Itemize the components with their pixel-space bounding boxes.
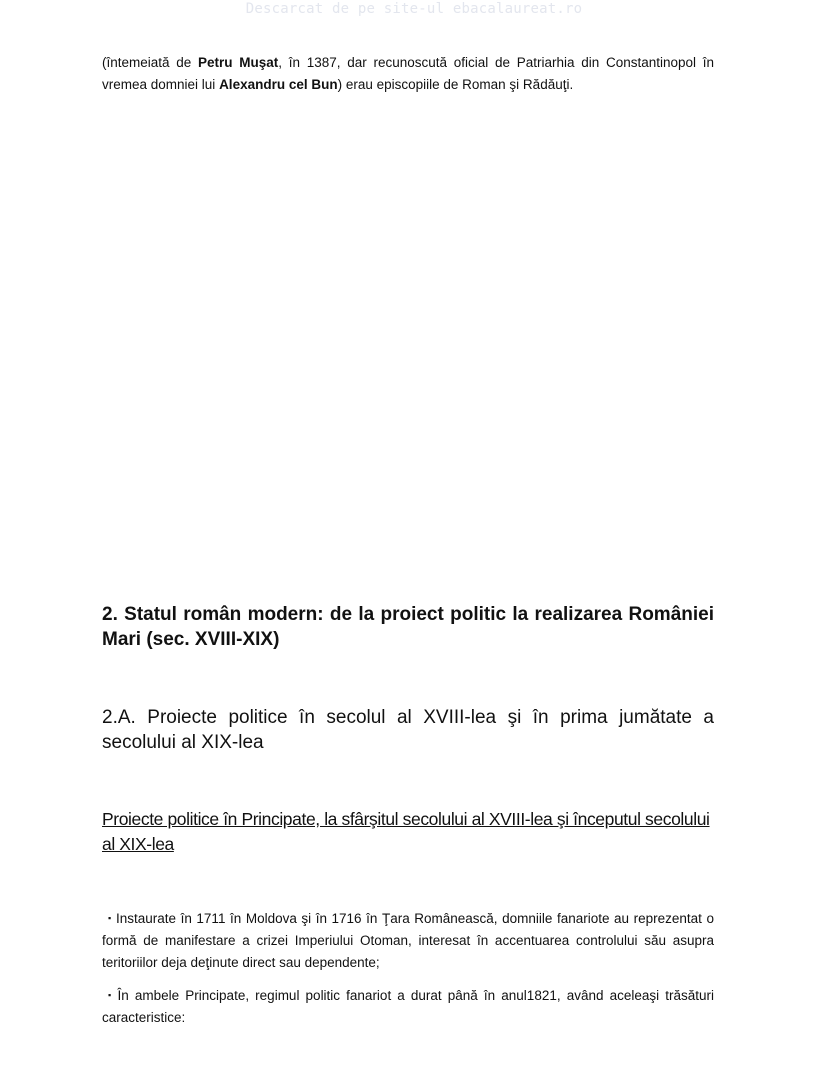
bullet-icon: ▪ [108, 990, 114, 1000]
intro-text-1: (întemeiată de [102, 55, 198, 70]
topic-heading: Proiecte politice în Principate, la sfârşitul secolului al XVIII-lea şi începutul secolului al XIX-lea [102, 809, 710, 854]
list-item [102, 907, 714, 974]
intro-text-2: , în 1387, dar recunoscută oficial de Patriarhia din Constantinopol în vremea domniei lui [102, 55, 714, 92]
list-item-text: Instaurate în 1711 în Moldova şi în 1716 în Ţara Românească, domniile fanariote au reprezentat o formă de manifestare a crizei Imperiului Otoman, interesat în accentuarea controlului său asupra teritoriilor deja deţinute direct sau dependente; [102, 911, 714, 970]
bullet-icon: ▪ [108, 913, 112, 923]
bold-name-alexandru-cel-bun: Alexandru cel Bun [219, 77, 338, 92]
bold-name-petru-musat: Petru Muşat [198, 55, 279, 70]
section-heading: 2. Statul român modern: de la proiect politic la realizarea României Mari (sec. XVIII-XIX) [102, 604, 714, 650]
list-item [102, 984, 714, 1029]
intro-text-3: ) erau episcopiile de Roman şi Rădăuţi. [337, 77, 574, 92]
intro-paragraph [102, 52, 714, 96]
site-watermark: Descarcat de pe site-ul ebacalaureat.ro [245, 1, 583, 17]
subsection-heading: 2.A. Proiecte politice în secolul al XVIII-lea şi în prima jumătate a secolului al XIX-lea [102, 707, 714, 753]
list-item-text: În ambele Principate, regimul politic fanariot a durat până în anul1821, având aceleaşi trăsături caracteristice: [102, 988, 714, 1025]
